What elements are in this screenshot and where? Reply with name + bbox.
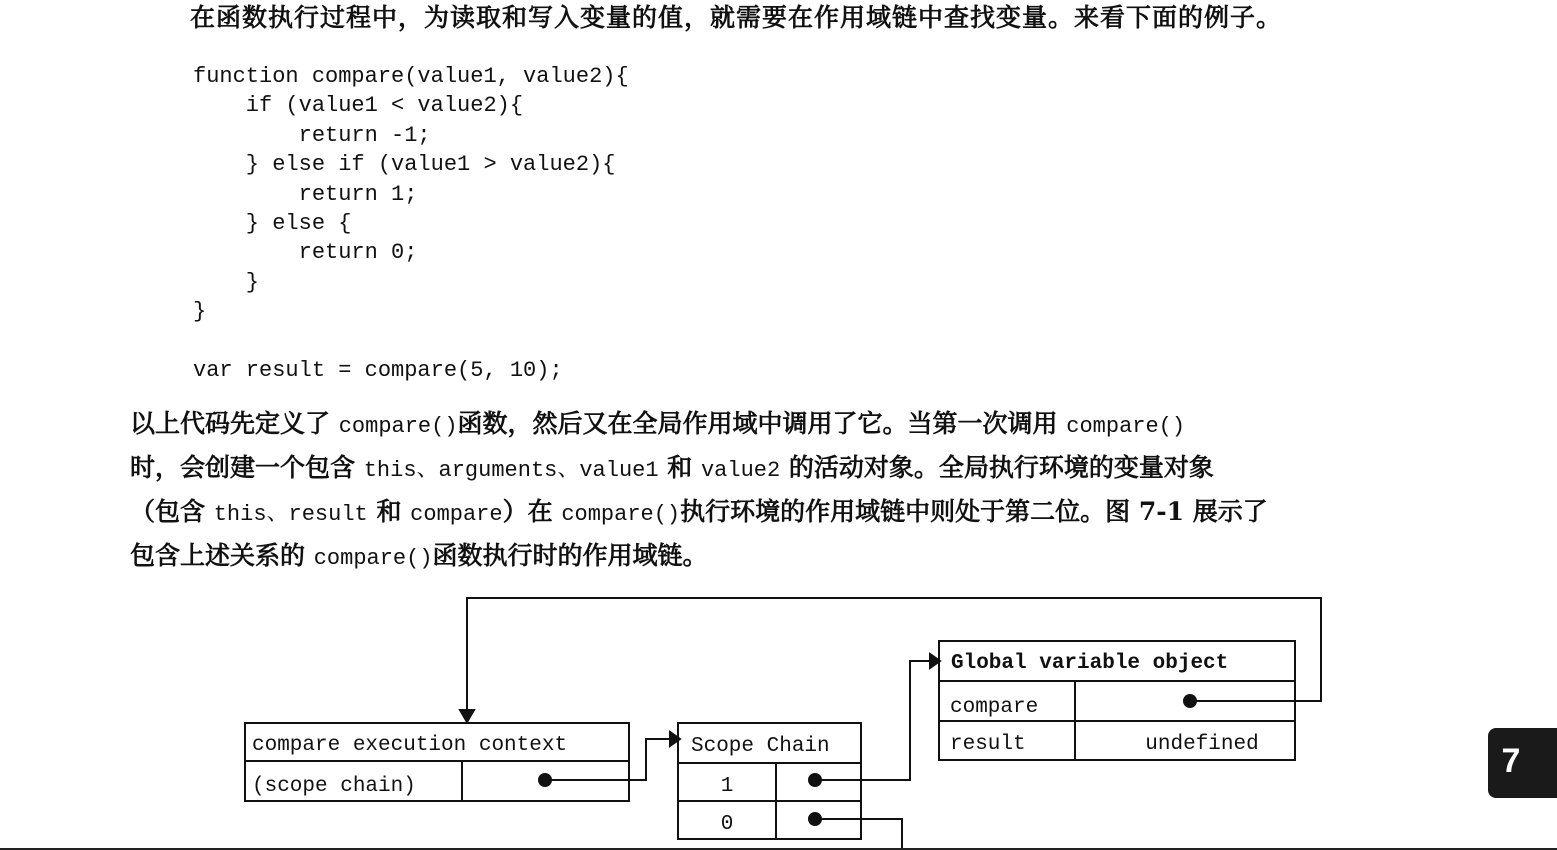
para-text: 的活动对象。全局执行环境的变量对象 xyxy=(780,453,1214,482)
scope-index-0: 0 xyxy=(720,813,734,836)
context-field: (scope chain) xyxy=(252,775,416,798)
para-text: 和 xyxy=(658,453,701,482)
code-line: } xyxy=(193,299,207,325)
code-line: } else if (value1 > value2){ xyxy=(193,152,616,178)
para-text: 和 xyxy=(367,497,411,526)
code-line: if (value1 < value2){ xyxy=(193,93,524,119)
para-text: 包含上述关系的 xyxy=(130,541,314,570)
para-text: 执行环境的作用域链中则处于第二位。图 7-1 展示了 xyxy=(680,497,1268,526)
inline-code: this、arguments、value1 xyxy=(363,458,659,483)
scope-title: Scope Chain xyxy=(691,735,830,758)
context-title: compare execution context xyxy=(252,734,568,757)
inline-code: compare() xyxy=(1066,414,1186,439)
code-line: return 0; xyxy=(193,240,418,266)
intro-text: 在函数执行过程中，为读取和写入变量的值，就需要在作用域链中查找变量。来看下面的例子。 xyxy=(190,3,1283,32)
para-text: ）在 xyxy=(502,497,562,526)
connector-scope0-down xyxy=(815,819,902,850)
para-text: 以上代码先定义了 xyxy=(130,409,339,438)
code-line: function compare(value1, value2){ xyxy=(193,64,629,89)
inline-code: this、result xyxy=(213,502,368,527)
inline-code: value2 xyxy=(700,458,781,483)
inline-code: compare() xyxy=(561,502,681,527)
arrowhead xyxy=(460,710,474,722)
inline-code: compare() xyxy=(338,414,458,439)
inline-code: compare() xyxy=(313,546,433,571)
context-box xyxy=(245,723,629,801)
global-key-compare: compare xyxy=(950,696,1039,719)
inline-code: compare xyxy=(410,502,503,527)
code-line: var result = compare(5, 10); xyxy=(193,357,563,383)
global-value-result: undefined xyxy=(1145,733,1259,756)
para-text: 函数，然后又在全局作用域中调用了它。当第一次调用 xyxy=(457,409,1067,438)
global-title: Global variable object xyxy=(951,652,1229,675)
global-key-result: result xyxy=(950,733,1026,756)
chapter-tab xyxy=(1488,728,1557,798)
para-text: 时，会创建一个包含 xyxy=(130,453,364,482)
scope-index-1: 1 xyxy=(720,775,734,798)
code-line: return -1; xyxy=(193,122,431,148)
chapter-number: 7 xyxy=(1501,742,1521,780)
code-line: return 1; xyxy=(193,181,418,207)
code-line: } xyxy=(193,269,260,295)
para-text: 函数执行时的作用域链。 xyxy=(432,541,708,570)
code-line: } else { xyxy=(193,210,352,236)
para-text: （包含 xyxy=(130,497,214,526)
